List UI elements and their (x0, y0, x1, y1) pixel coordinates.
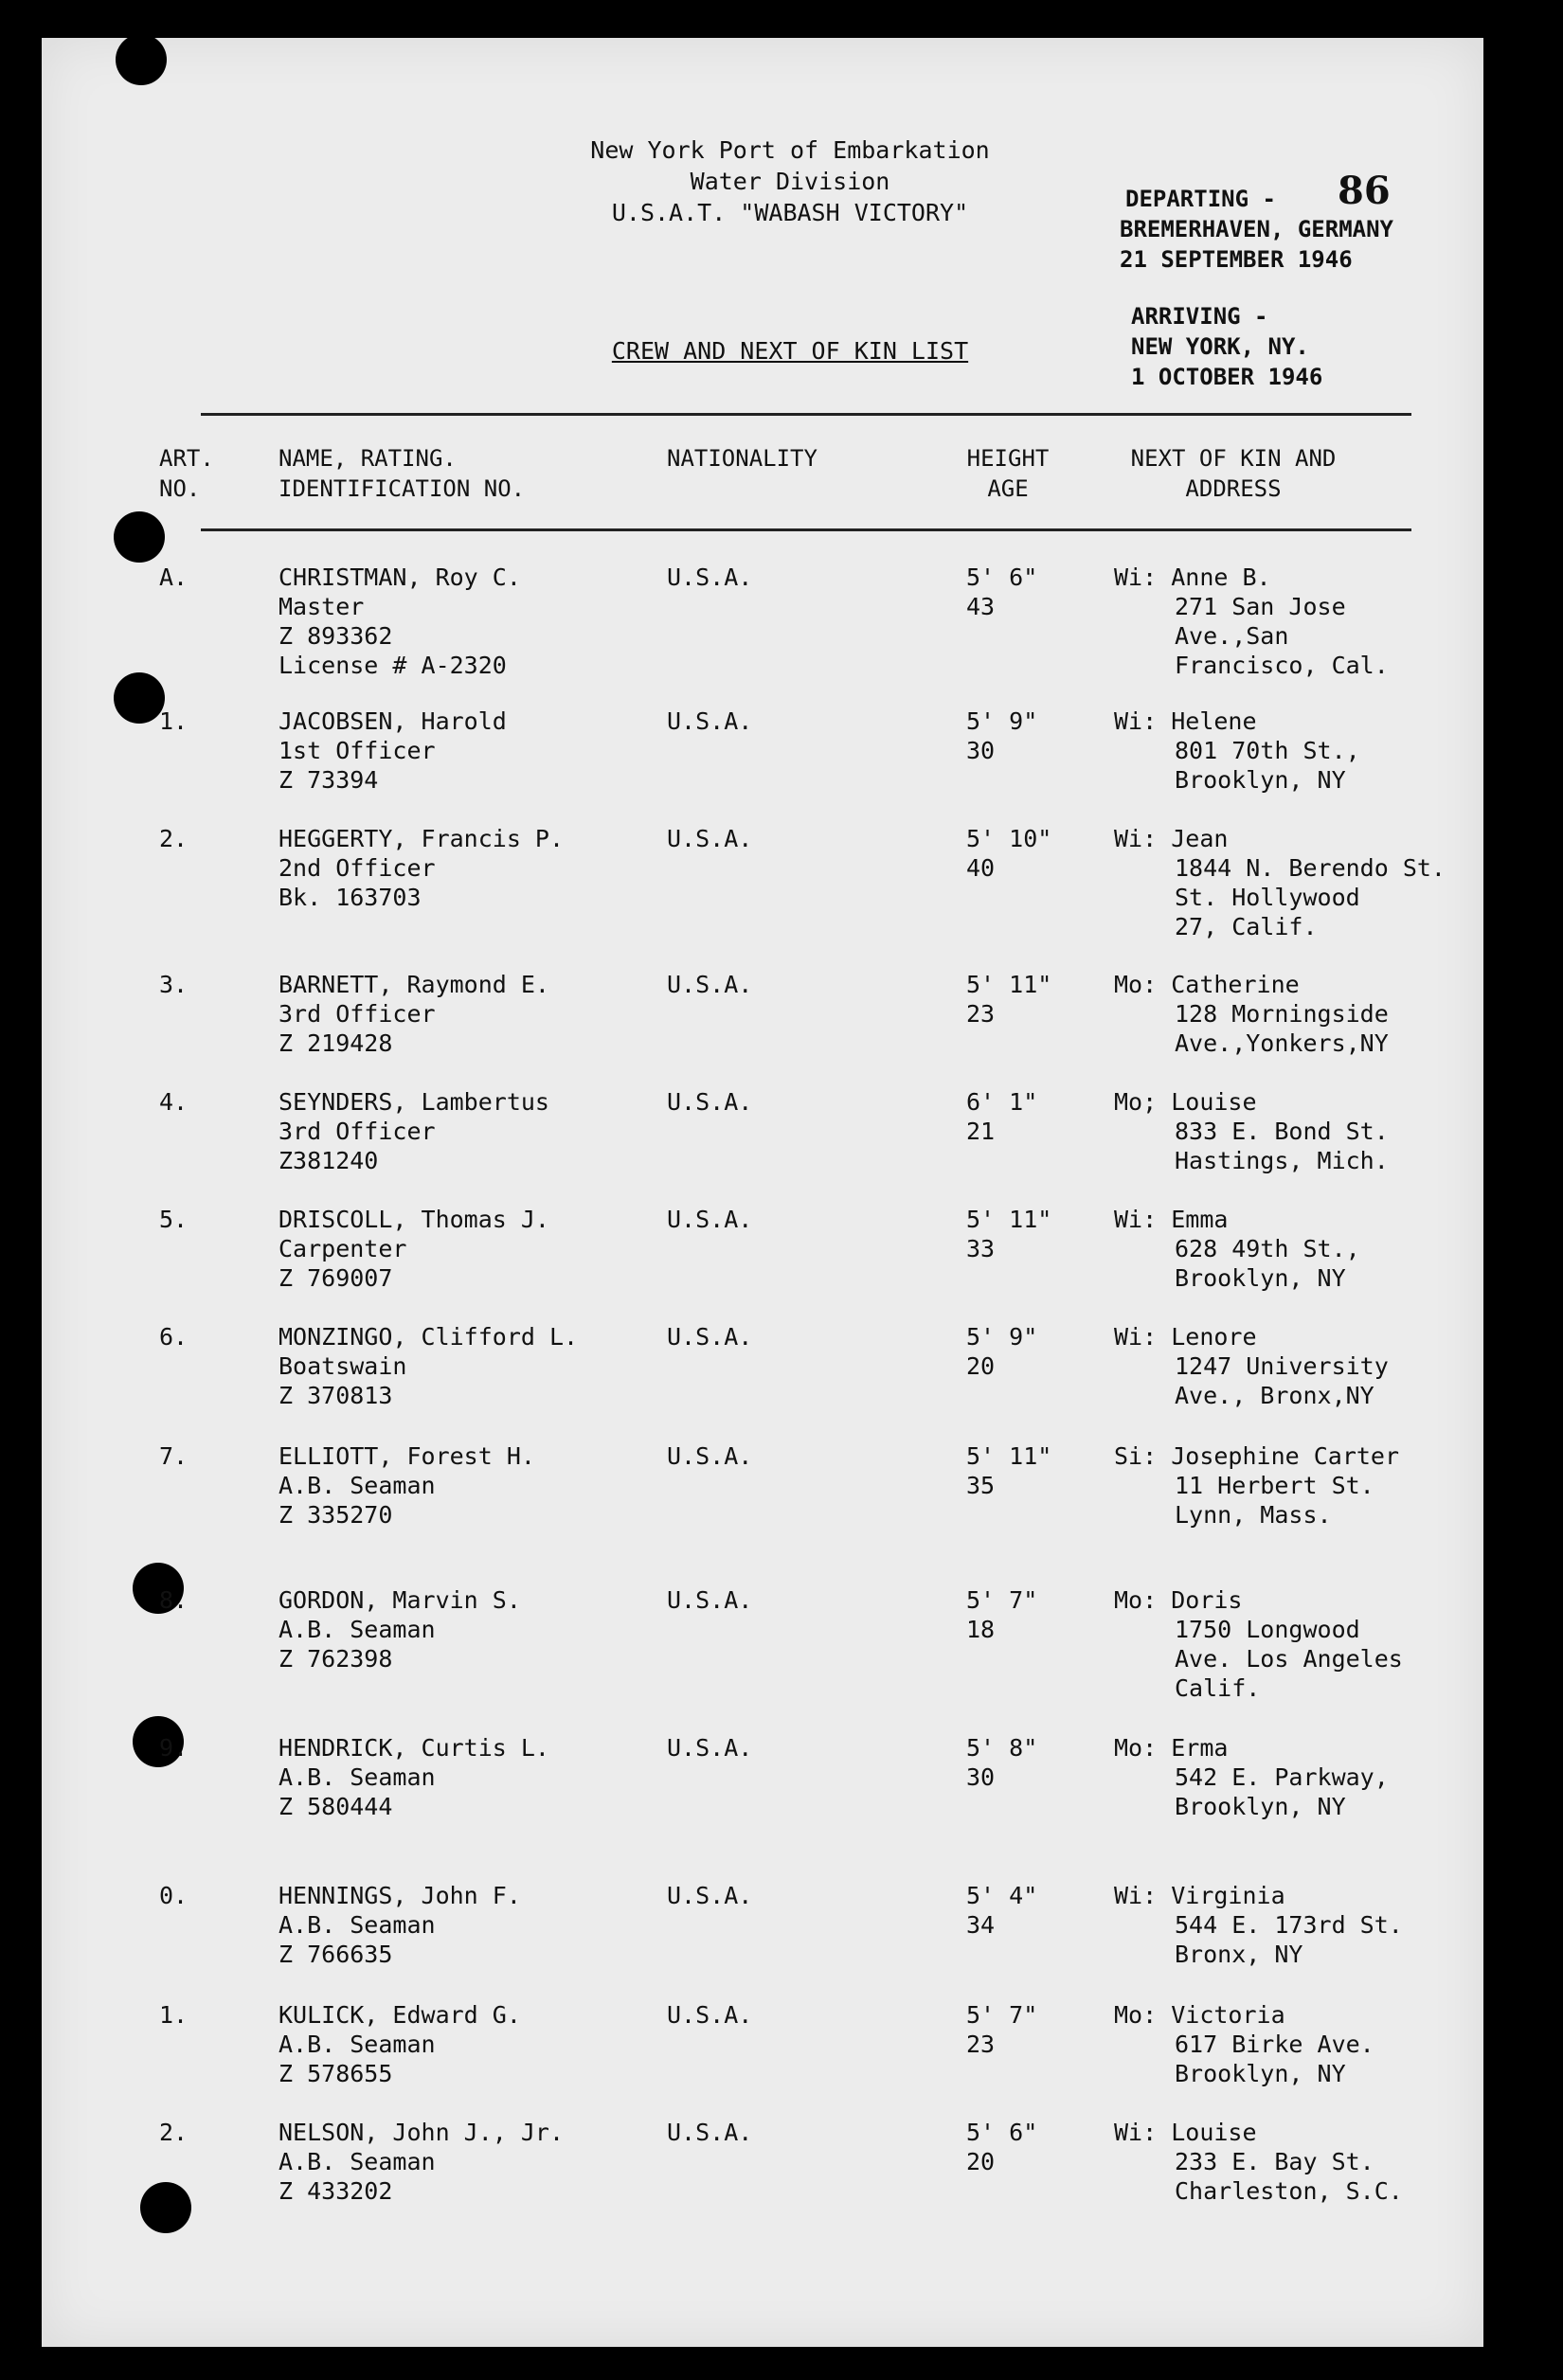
kin-relation: Wi: (1114, 707, 1158, 735)
header-rule-bottom (201, 528, 1411, 531)
crew-name: HEGGERTY, Francis P. (278, 825, 565, 852)
punch-hole (116, 34, 167, 85)
height-age-cell (966, 2000, 1037, 2059)
article-number-text: 2. (159, 825, 189, 852)
kin-name: Virginia (1171, 1882, 1285, 1909)
kin-name: Erma (1171, 1734, 1229, 1762)
crew-name: ELLIOTT, Forest H. (278, 1442, 535, 1470)
kin-address-line: 801 70th St., (1175, 737, 1360, 764)
departing-place: BREMERHAVEN, GERMANY (1120, 216, 1393, 242)
kin-relation: Wi: (1114, 1323, 1158, 1351)
nationality-cell (667, 824, 752, 853)
crew-rating: Carpenter (278, 1235, 407, 1262)
name-cell (278, 1205, 549, 1293)
nationality-text: U.S.A. (667, 1206, 753, 1233)
article-number-text: 3. (159, 971, 189, 998)
name-cell (278, 1441, 535, 1530)
nationality-cell (667, 1585, 752, 1615)
kin-address-line: Francisco, Cal. (1175, 652, 1389, 679)
kin-first-line (1114, 1733, 1389, 1763)
column-header-name-line: NAME, RATING. (278, 445, 457, 472)
kin-first-line (1114, 1585, 1403, 1615)
kin-address-line: Brooklyn, NY (1175, 1264, 1346, 1292)
crew-rating: Boatswain (278, 1352, 407, 1380)
kin-name: Catherine (1171, 971, 1300, 998)
article-number-text: 0. (159, 1882, 189, 1909)
article-number (159, 970, 188, 999)
crew-name: GORDON, Marvin S. (278, 1586, 521, 1614)
age-text: 20 (966, 2148, 996, 2175)
kin-first-line (1114, 824, 1446, 853)
list-title: CREW AND NEXT OF KIN LIST (611, 337, 969, 365)
kin-cell (1114, 1322, 1389, 1410)
kin-cell (1114, 1585, 1403, 1703)
age-text: 30 (966, 737, 996, 764)
kin-relation: Si: (1114, 1442, 1158, 1470)
nationality-cell (667, 970, 752, 999)
crew-name: BARNETT, Raymond E. (278, 971, 549, 998)
article-number-text: 1. (159, 707, 189, 735)
name-cell (278, 1733, 549, 1821)
page-number: 86 (1338, 169, 1391, 213)
nationality-cell (667, 2118, 752, 2147)
height-age-cell (966, 970, 1051, 1029)
kin-address-line: 27, Calif. (1175, 913, 1318, 940)
crew-id: Z 73394 (278, 766, 379, 794)
kin-address-line: 628 49th St., (1175, 1235, 1360, 1262)
article-number (159, 2118, 188, 2147)
nationality-cell (667, 1087, 752, 1117)
crew-rating: A.B. Seaman (278, 1763, 436, 1791)
crew-id: Z 769007 (278, 1264, 393, 1292)
kin-name: Louise (1171, 1088, 1257, 1116)
height-age-cell (966, 1087, 1037, 1146)
age-text: 20 (966, 1352, 996, 1380)
nationality-cell (667, 563, 752, 592)
nationality-cell (667, 1733, 752, 1763)
kin-cell (1114, 707, 1360, 795)
height-age-cell (966, 1881, 1037, 1940)
crew-rating: A.B. Seaman (278, 2148, 436, 2175)
article-number (159, 1441, 188, 1471)
article-number-text: 6. (159, 1323, 189, 1351)
nationality-text: U.S.A. (667, 1882, 753, 1909)
height-text: 5' 4" (966, 1882, 1038, 1909)
name-cell (278, 1322, 578, 1410)
column-header-height-line: HEIGHT (966, 445, 1050, 472)
kin-cell (1114, 1205, 1360, 1293)
height-text: 5' 11" (966, 971, 1052, 998)
kin-name: Louise (1171, 2119, 1257, 2146)
kin-address-line: Brooklyn, NY (1175, 766, 1346, 794)
age-text: 23 (966, 2031, 996, 2058)
age-text: 40 (966, 854, 996, 882)
height-text: 5' 8" (966, 1734, 1038, 1762)
height-age-cell (966, 1585, 1037, 1644)
article-number-text: 8. (159, 1586, 189, 1614)
kin-cell (1114, 1733, 1389, 1821)
nationality-cell (667, 707, 752, 736)
crew-id: Z 433202 (278, 2177, 393, 2205)
nationality-text: U.S.A. (667, 1734, 753, 1762)
kin-address-line: Lynn, Mass. (1175, 1501, 1332, 1529)
kin-cell (1114, 1087, 1389, 1175)
kin-relation: Wi: (1114, 2119, 1158, 2146)
kin-address-line: 1247 University (1175, 1352, 1389, 1380)
height-text: 5' 6" (966, 564, 1038, 591)
column-header-name (278, 443, 525, 504)
kin-relation: Mo: (1114, 2001, 1158, 2029)
kin-relation: Mo; (1114, 1088, 1158, 1116)
name-cell (278, 824, 564, 912)
crew-name: SEYNDERS, Lambertus (278, 1088, 549, 1116)
crew-rating: A.B. Seaman (278, 1616, 436, 1643)
height-text: 5' 11" (966, 1206, 1052, 1233)
age-text: 18 (966, 1616, 996, 1643)
nationality-cell (667, 1205, 752, 1234)
kin-name: Anne B. (1171, 564, 1271, 591)
kin-relation: Mo: (1114, 1586, 1158, 1614)
nationality-cell (667, 2000, 752, 2030)
crew-name: CHRISTMAN, Roy C. (278, 564, 521, 591)
article-number (159, 1322, 188, 1351)
height-text: 5' 6" (966, 2119, 1038, 2146)
kin-first-line (1114, 1087, 1389, 1117)
crew-rating: A.B. Seaman (278, 1911, 436, 1939)
nationality-cell (667, 1881, 752, 1910)
kin-cell (1114, 1441, 1399, 1530)
kin-relation: Wi: (1114, 825, 1158, 852)
kin-first-line (1114, 1322, 1389, 1351)
crew-name: NELSON, John J., Jr. (278, 2119, 565, 2146)
article-number (159, 824, 188, 853)
crew-id: Bk. 163703 (278, 884, 422, 911)
kin-address-line: Ave., Bronx,NY (1175, 1382, 1374, 1409)
height-age-cell (966, 2118, 1037, 2176)
crew-id: Z 219428 (278, 1029, 393, 1057)
crew-rating: 1st Officer (278, 737, 436, 764)
arriving-place: NEW YORK, NY. (1131, 333, 1309, 360)
kin-first-line (1114, 2000, 1374, 2030)
age-text: 21 (966, 1118, 996, 1145)
article-number (159, 1087, 188, 1117)
nationality-cell (667, 1441, 752, 1471)
age-text: 30 (966, 1763, 996, 1791)
kin-name: Josephine Carter (1171, 1442, 1400, 1470)
name-cell (278, 1585, 521, 1673)
kin-first-line (1114, 2118, 1403, 2147)
header-line-2: Water Division (690, 168, 890, 195)
article-number (159, 1585, 188, 1615)
height-age-cell (966, 1322, 1037, 1381)
name-cell (278, 970, 549, 1058)
crew-name: HENNINGS, John F. (278, 1882, 521, 1909)
height-age-cell (966, 1441, 1051, 1500)
article-number-text: A. (159, 564, 189, 591)
kin-address-line: 1750 Longwood (1175, 1616, 1360, 1643)
kin-relation: Wi: (1114, 1882, 1158, 1909)
crew-license: License # A-2320 (278, 652, 507, 679)
header-line-3: U.S.A.T. "WABASH VICTORY" (611, 199, 969, 226)
column-header-art-no (159, 443, 214, 504)
arriving-block (1131, 301, 1322, 392)
kin-cell (1114, 970, 1389, 1058)
crew-id: Z 335270 (278, 1501, 393, 1529)
kin-name: Victoria (1171, 2001, 1285, 2029)
nationality-text: U.S.A. (667, 1323, 753, 1351)
height-text: 6' 1" (966, 1088, 1038, 1116)
height-age-cell (966, 707, 1037, 765)
height-text: 5' 9" (966, 1323, 1038, 1351)
kin-cell (1114, 2000, 1374, 2088)
column-header-age-line: AGE (987, 475, 1029, 502)
nationality-text: U.S.A. (667, 1088, 753, 1116)
kin-address-line: Hastings, Mich. (1175, 1147, 1389, 1174)
kin-address-line: 1844 N. Berendo St. (1175, 854, 1446, 882)
column-header-no-line: NO. (159, 475, 201, 502)
kin-relation: Mo: (1114, 971, 1158, 998)
crew-rating: A.B. Seaman (278, 2031, 436, 2058)
crew-name: DRISCOLL, Thomas J. (278, 1206, 549, 1233)
punch-hole (140, 2182, 191, 2233)
kin-address-line: 833 E. Bond St. (1175, 1118, 1389, 1145)
crew-name: HENDRICK, Curtis L. (278, 1734, 549, 1762)
age-text: 34 (966, 1911, 996, 1939)
name-cell (278, 1087, 549, 1175)
article-number (159, 707, 188, 736)
name-cell (278, 563, 521, 680)
kin-address-line: Ave.,San (1175, 622, 1289, 650)
height-text: 5' 10" (966, 825, 1052, 852)
kin-address-line: Brooklyn, NY (1175, 1793, 1346, 1820)
height-age-cell (966, 824, 1051, 883)
age-text: 35 (966, 1472, 996, 1499)
column-header-nationality-line: NATIONALITY (667, 445, 817, 472)
kin-first-line (1114, 707, 1360, 736)
kin-address-line: 128 Morningside (1175, 1000, 1389, 1028)
height-text: 5' 7" (966, 2001, 1038, 2029)
name-cell (278, 2118, 564, 2206)
article-number-text: 5. (159, 1206, 189, 1233)
column-header-kin (1110, 443, 1356, 504)
age-text: 23 (966, 1000, 996, 1028)
kin-address-line: Ave. Los Angeles (1175, 1645, 1403, 1673)
column-header-height-age (951, 443, 1065, 504)
name-cell (278, 2000, 521, 2088)
crew-rating: 2nd Officer (278, 854, 436, 882)
article-number (159, 1881, 188, 1910)
article-number-text: 9. (159, 1734, 189, 1762)
kin-first-line (1114, 1881, 1403, 1910)
height-text: 5' 11" (966, 1442, 1052, 1470)
kin-address-line: Charleston, S.C. (1175, 2177, 1403, 2205)
kin-address-line: St. Hollywood (1175, 884, 1360, 911)
nationality-cell (667, 1322, 752, 1351)
kin-address-line: Brooklyn, NY (1175, 2060, 1346, 2087)
nationality-text: U.S.A. (667, 564, 753, 591)
kin-relation: Wi: (1114, 1206, 1158, 1233)
kin-cell (1114, 1881, 1403, 1969)
kin-first-line (1114, 563, 1389, 592)
kin-name: Doris (1171, 1586, 1243, 1614)
nationality-text: U.S.A. (667, 825, 753, 852)
kin-first-line (1114, 970, 1389, 999)
column-header-id-line: IDENTIFICATION NO. (278, 475, 526, 502)
height-age-cell (966, 1733, 1037, 1792)
crew-id: Z381240 (278, 1147, 379, 1174)
header-rule-top (201, 413, 1411, 416)
kin-name: Jean (1171, 825, 1229, 852)
kin-cell (1114, 563, 1389, 680)
departing-label: DEPARTING - (1125, 186, 1276, 212)
column-header-nationality (667, 443, 817, 474)
kin-address-line: 271 San Jose (1175, 593, 1346, 620)
nationality-text: U.S.A. (667, 2001, 753, 2029)
article-number-text: 2. (159, 2119, 189, 2146)
crew-rating: 3rd Officer (278, 1118, 436, 1145)
kin-first-line (1114, 1441, 1399, 1471)
kin-cell (1114, 2118, 1403, 2206)
arriving-date: 1 OCTOBER 1946 (1131, 364, 1323, 390)
crew-name: JACOBSEN, Harold (278, 707, 507, 735)
kin-name: Helene (1171, 707, 1257, 735)
kin-name: Emma (1171, 1206, 1229, 1233)
kin-name: Lenore (1171, 1323, 1257, 1351)
nationality-text: U.S.A. (667, 971, 753, 998)
age-text: 33 (966, 1235, 996, 1262)
nationality-text: U.S.A. (667, 1442, 753, 1470)
crew-rating: 3rd Officer (278, 1000, 436, 1028)
height-text: 5' 7" (966, 1586, 1038, 1614)
kin-address-line: 542 E. Parkway, (1175, 1763, 1389, 1791)
nationality-text: U.S.A. (667, 2119, 753, 2146)
age-text: 43 (966, 593, 996, 620)
article-number (159, 1733, 188, 1763)
article-number-text: 1. (159, 2001, 189, 2029)
crew-name: MONZINGO, Clifford L. (278, 1323, 579, 1351)
height-age-cell (966, 563, 1037, 621)
article-number-text: 7. (159, 1442, 189, 1470)
header-line-1: New York Port of Embarkation (590, 136, 990, 164)
kin-address-line: Bronx, NY (1175, 1941, 1303, 1968)
crew-id: Z 893362 (278, 622, 393, 650)
crew-name: KULICK, Edward G. (278, 2001, 521, 2029)
kin-address-line: Ave.,Yonkers,NY (1175, 1029, 1389, 1057)
kin-address-line: 11 Herbert St. (1175, 1472, 1374, 1499)
kin-address-line: 617 Birke Ave. (1175, 2031, 1374, 2058)
nationality-text: U.S.A. (667, 1586, 753, 1614)
height-text: 5' 9" (966, 707, 1038, 735)
column-header-art-line: ART. (159, 445, 214, 472)
article-number (159, 1205, 188, 1234)
nationality-text: U.S.A. (667, 707, 753, 735)
crew-id: Z 766635 (278, 1941, 393, 1968)
crew-id: Z 580444 (278, 1793, 393, 1820)
arriving-label: ARRIVING - (1131, 303, 1268, 330)
crew-rating: A.B. Seaman (278, 1472, 436, 1499)
departing-date: 21 SEPTEMBER 1946 (1120, 246, 1353, 273)
crew-id: Z 762398 (278, 1645, 393, 1673)
crew-id: Z 578655 (278, 2060, 393, 2087)
kin-relation: Wi: (1114, 564, 1158, 591)
name-cell (278, 707, 507, 795)
article-number-text: 4. (159, 1088, 189, 1116)
departing-block (1120, 184, 1393, 275)
kin-cell (1114, 824, 1446, 941)
punch-hole (114, 672, 165, 724)
name-cell (278, 1881, 521, 1969)
kin-address-line: 544 E. 173rd St. (1175, 1911, 1403, 1939)
kin-first-line (1114, 1205, 1360, 1234)
kin-address-line: 233 E. Bay St. (1175, 2148, 1374, 2175)
height-age-cell (966, 1205, 1051, 1263)
column-header-kin-line: NEXT OF KIN AND (1130, 445, 1337, 472)
kin-relation: Mo: (1114, 1734, 1158, 1762)
document-page (42, 38, 1483, 2347)
crew-id: Z 370813 (278, 1382, 393, 1409)
column-header-address-line: ADDRESS (1185, 475, 1282, 502)
article-number (159, 563, 188, 592)
kin-address-line: Calif. (1175, 1674, 1261, 1702)
article-number (159, 2000, 188, 2030)
crew-rating: Master (278, 593, 365, 620)
punch-hole (114, 511, 165, 563)
